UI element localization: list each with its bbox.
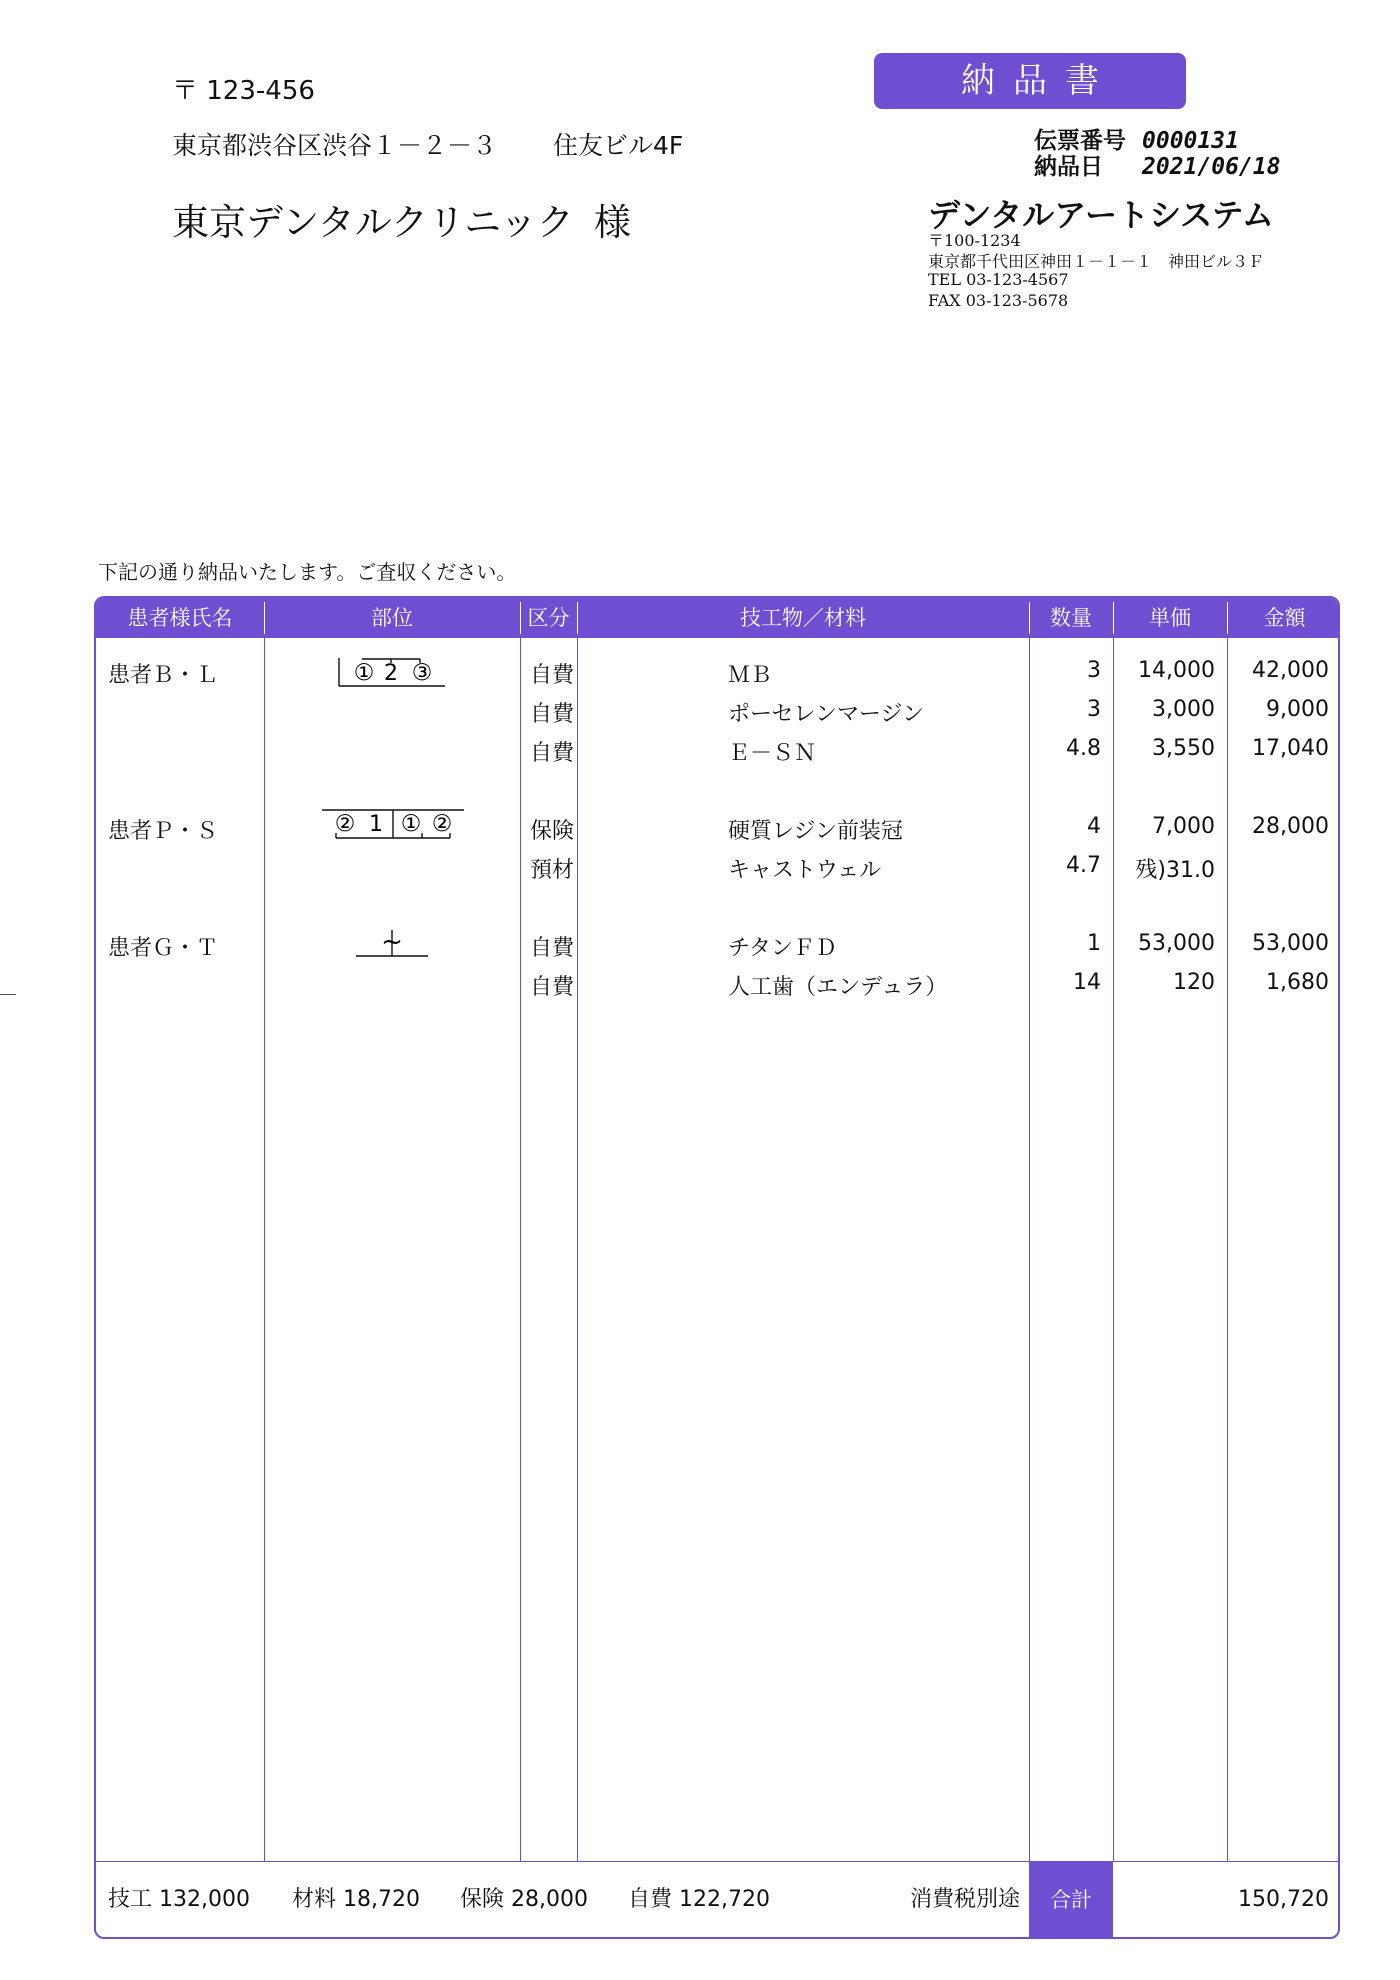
column-divider: [577, 638, 578, 1861]
item-name: 人工歯（エンデュラ）: [728, 975, 948, 1000]
tooth-mark: ~: [381, 927, 403, 957]
category: 自費: [530, 702, 575, 727]
category: 保険: [530, 819, 575, 844]
subtotal-gikou: 技工 132,000: [108, 1887, 250, 1912]
fold-mark: [0, 994, 16, 995]
header-unit-price: 単価: [1149, 606, 1191, 630]
category: 自費: [530, 936, 575, 961]
unit-price: 7,000: [1152, 814, 1215, 839]
slip-number-label: 伝票番号: [1034, 128, 1126, 154]
issuer-name: デンタルアートシステム: [928, 196, 1274, 234]
unit-price: 53,000: [1138, 931, 1215, 956]
table-header: [96, 598, 1338, 638]
quantity: 14: [1073, 970, 1101, 995]
recipient-name: [172, 192, 631, 246]
quantity: 4: [1087, 814, 1101, 839]
amount: 1,680: [1266, 970, 1329, 995]
item-name: 硬質レジン前装冠: [728, 819, 903, 844]
client-name: 東京デンタルクリニック: [172, 201, 574, 244]
header-category: 区分: [527, 606, 570, 630]
header-divider: [264, 602, 265, 634]
column-divider: [264, 638, 265, 1861]
amount: 17,040: [1252, 736, 1329, 761]
issuer-address: 東京都千代田区神田１－１－１ 神田ビル３Ｆ: [928, 252, 1265, 271]
header-divider: [1113, 602, 1114, 634]
unit-price: 120: [1173, 970, 1215, 995]
column-divider: [520, 638, 521, 1861]
delivery-table: [94, 596, 1340, 1939]
header-qty: 数量: [1050, 606, 1092, 630]
unit-price: 14,000: [1138, 658, 1215, 683]
amount: 53,000: [1252, 931, 1329, 956]
patient-name: 患者Ｐ・Ｓ: [108, 819, 219, 844]
tax-note: 消費税別途: [910, 1887, 1021, 1912]
recipient-building: 住友ビル4F: [553, 131, 684, 160]
tooth-mark: ②: [431, 811, 453, 837]
quantity: 3: [1087, 697, 1101, 722]
category: 預材: [530, 858, 575, 883]
quantity: 3: [1087, 658, 1101, 683]
issuer-fax: FAX 03-123-5678: [928, 291, 1069, 310]
quantity: 4.8: [1066, 736, 1101, 761]
header-divider: [577, 602, 578, 634]
item-name: ＭＢ: [728, 663, 773, 688]
tooth-mark: 2: [384, 661, 398, 686]
item-name: Ｅ－ＳＮ: [728, 741, 817, 766]
amount: 42,000: [1252, 658, 1329, 683]
unit-price: 3,550: [1152, 736, 1215, 761]
item-name: ポーセレンマージン: [728, 702, 925, 727]
tooth-chart: [336, 656, 448, 688]
tooth-mark: ②: [334, 811, 356, 837]
patient-name: 患者Ｂ・Ｌ: [108, 663, 219, 688]
tooth-mark: ①: [353, 660, 375, 686]
header-amount: 金額: [1263, 606, 1306, 630]
header-divider: [1029, 602, 1030, 634]
document-title: 納品書: [874, 53, 1186, 109]
delivery-date-label: 納品日: [1034, 154, 1103, 180]
unit-price: 3,000: [1152, 697, 1215, 722]
tooth-mark: 1: [369, 812, 383, 837]
category: 自費: [530, 975, 575, 1000]
patient-name: 患者Ｇ・Ｔ: [108, 936, 219, 961]
tooth-chart: [354, 920, 430, 964]
category: 自費: [530, 741, 575, 766]
recipient-address: [172, 126, 683, 162]
delivery-date-row: [1034, 148, 1280, 181]
issuer-tel: TEL 03-123-4567: [928, 270, 1069, 289]
slip-number: 0000131: [1142, 128, 1239, 154]
honorific: 様: [593, 201, 631, 244]
subtotal-zairyou: 材料 18,720: [292, 1887, 420, 1912]
intro-text: 下記の通り納品いたします。ご査収ください。: [98, 560, 517, 584]
grand-total: 150,720: [1238, 1887, 1329, 1912]
header-site: 部位: [371, 606, 413, 630]
header-divider: [520, 602, 521, 634]
header-divider: [1227, 602, 1228, 634]
subtotal-hoken: 保険 28,000: [460, 1887, 588, 1912]
item-name: チタンＦＤ: [728, 936, 837, 961]
amount: 9,000: [1266, 697, 1329, 722]
recipient-street: 東京都渋谷区渋谷１－２－３: [172, 131, 498, 160]
tooth-mark: ①: [400, 811, 422, 837]
amount: 28,000: [1252, 814, 1329, 839]
quantity: 4.7: [1066, 853, 1101, 878]
item-name: キャストウェル: [728, 858, 882, 883]
subtotal-jihi: 自費 122,720: [628, 1887, 770, 1912]
header-patient: 患者様氏名: [127, 606, 233, 630]
category: 自費: [530, 663, 575, 688]
header-item: 技工物／材料: [740, 606, 866, 630]
delivery-date: 2021/06/18: [1142, 154, 1281, 180]
unit-price: 残)31.0: [1135, 858, 1215, 883]
tooth-chart: [320, 806, 466, 846]
total-label: 合計: [1029, 1861, 1113, 1939]
tooth-mark: ③: [411, 660, 433, 686]
issuer-postal: 〒100-1234: [928, 231, 1021, 250]
recipient-postal: 〒 123-456: [172, 76, 315, 106]
quantity: 1: [1087, 931, 1101, 956]
